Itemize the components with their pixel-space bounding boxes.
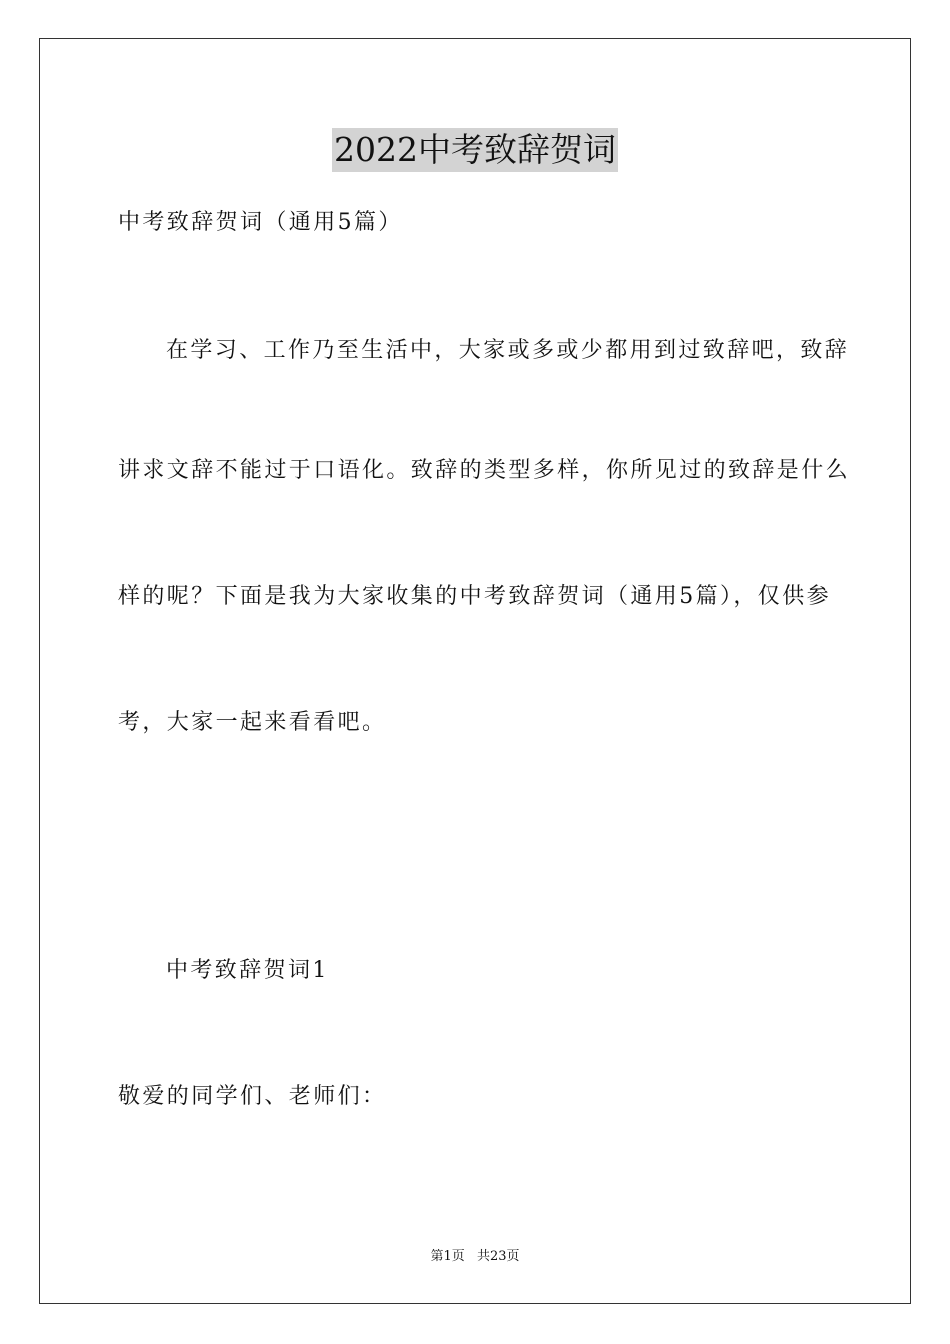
intro-line-1: 在学习、工作乃至生活中，大家或多或少都用到过致辞吧，致辞 (166, 338, 850, 363)
section-heading: 中考致辞贺词1 (166, 958, 329, 983)
intro-line-3: 样的呢？下面是我为大家收集的中考致辞贺词（通用5篇），仅供参 (118, 584, 831, 609)
page-footer (0, 1248, 950, 1266)
page-number: 第1页 (430, 1249, 465, 1264)
title-container (0, 128, 950, 172)
intro-line-2: 讲求文辞不能过于口语化。致辞的类型多样，你所见过的致辞是什么 (118, 458, 851, 483)
document-subtitle: 中考致辞贺词（通用5篇） (118, 210, 403, 235)
intro-line-4: 考，大家一起来看看吧。 (118, 710, 387, 735)
document-title: 2022中考致辞贺词 (332, 128, 618, 172)
salutation: 敬爱的同学们、老师们： (118, 1084, 387, 1109)
total-pages: 共23页 (476, 1249, 520, 1264)
